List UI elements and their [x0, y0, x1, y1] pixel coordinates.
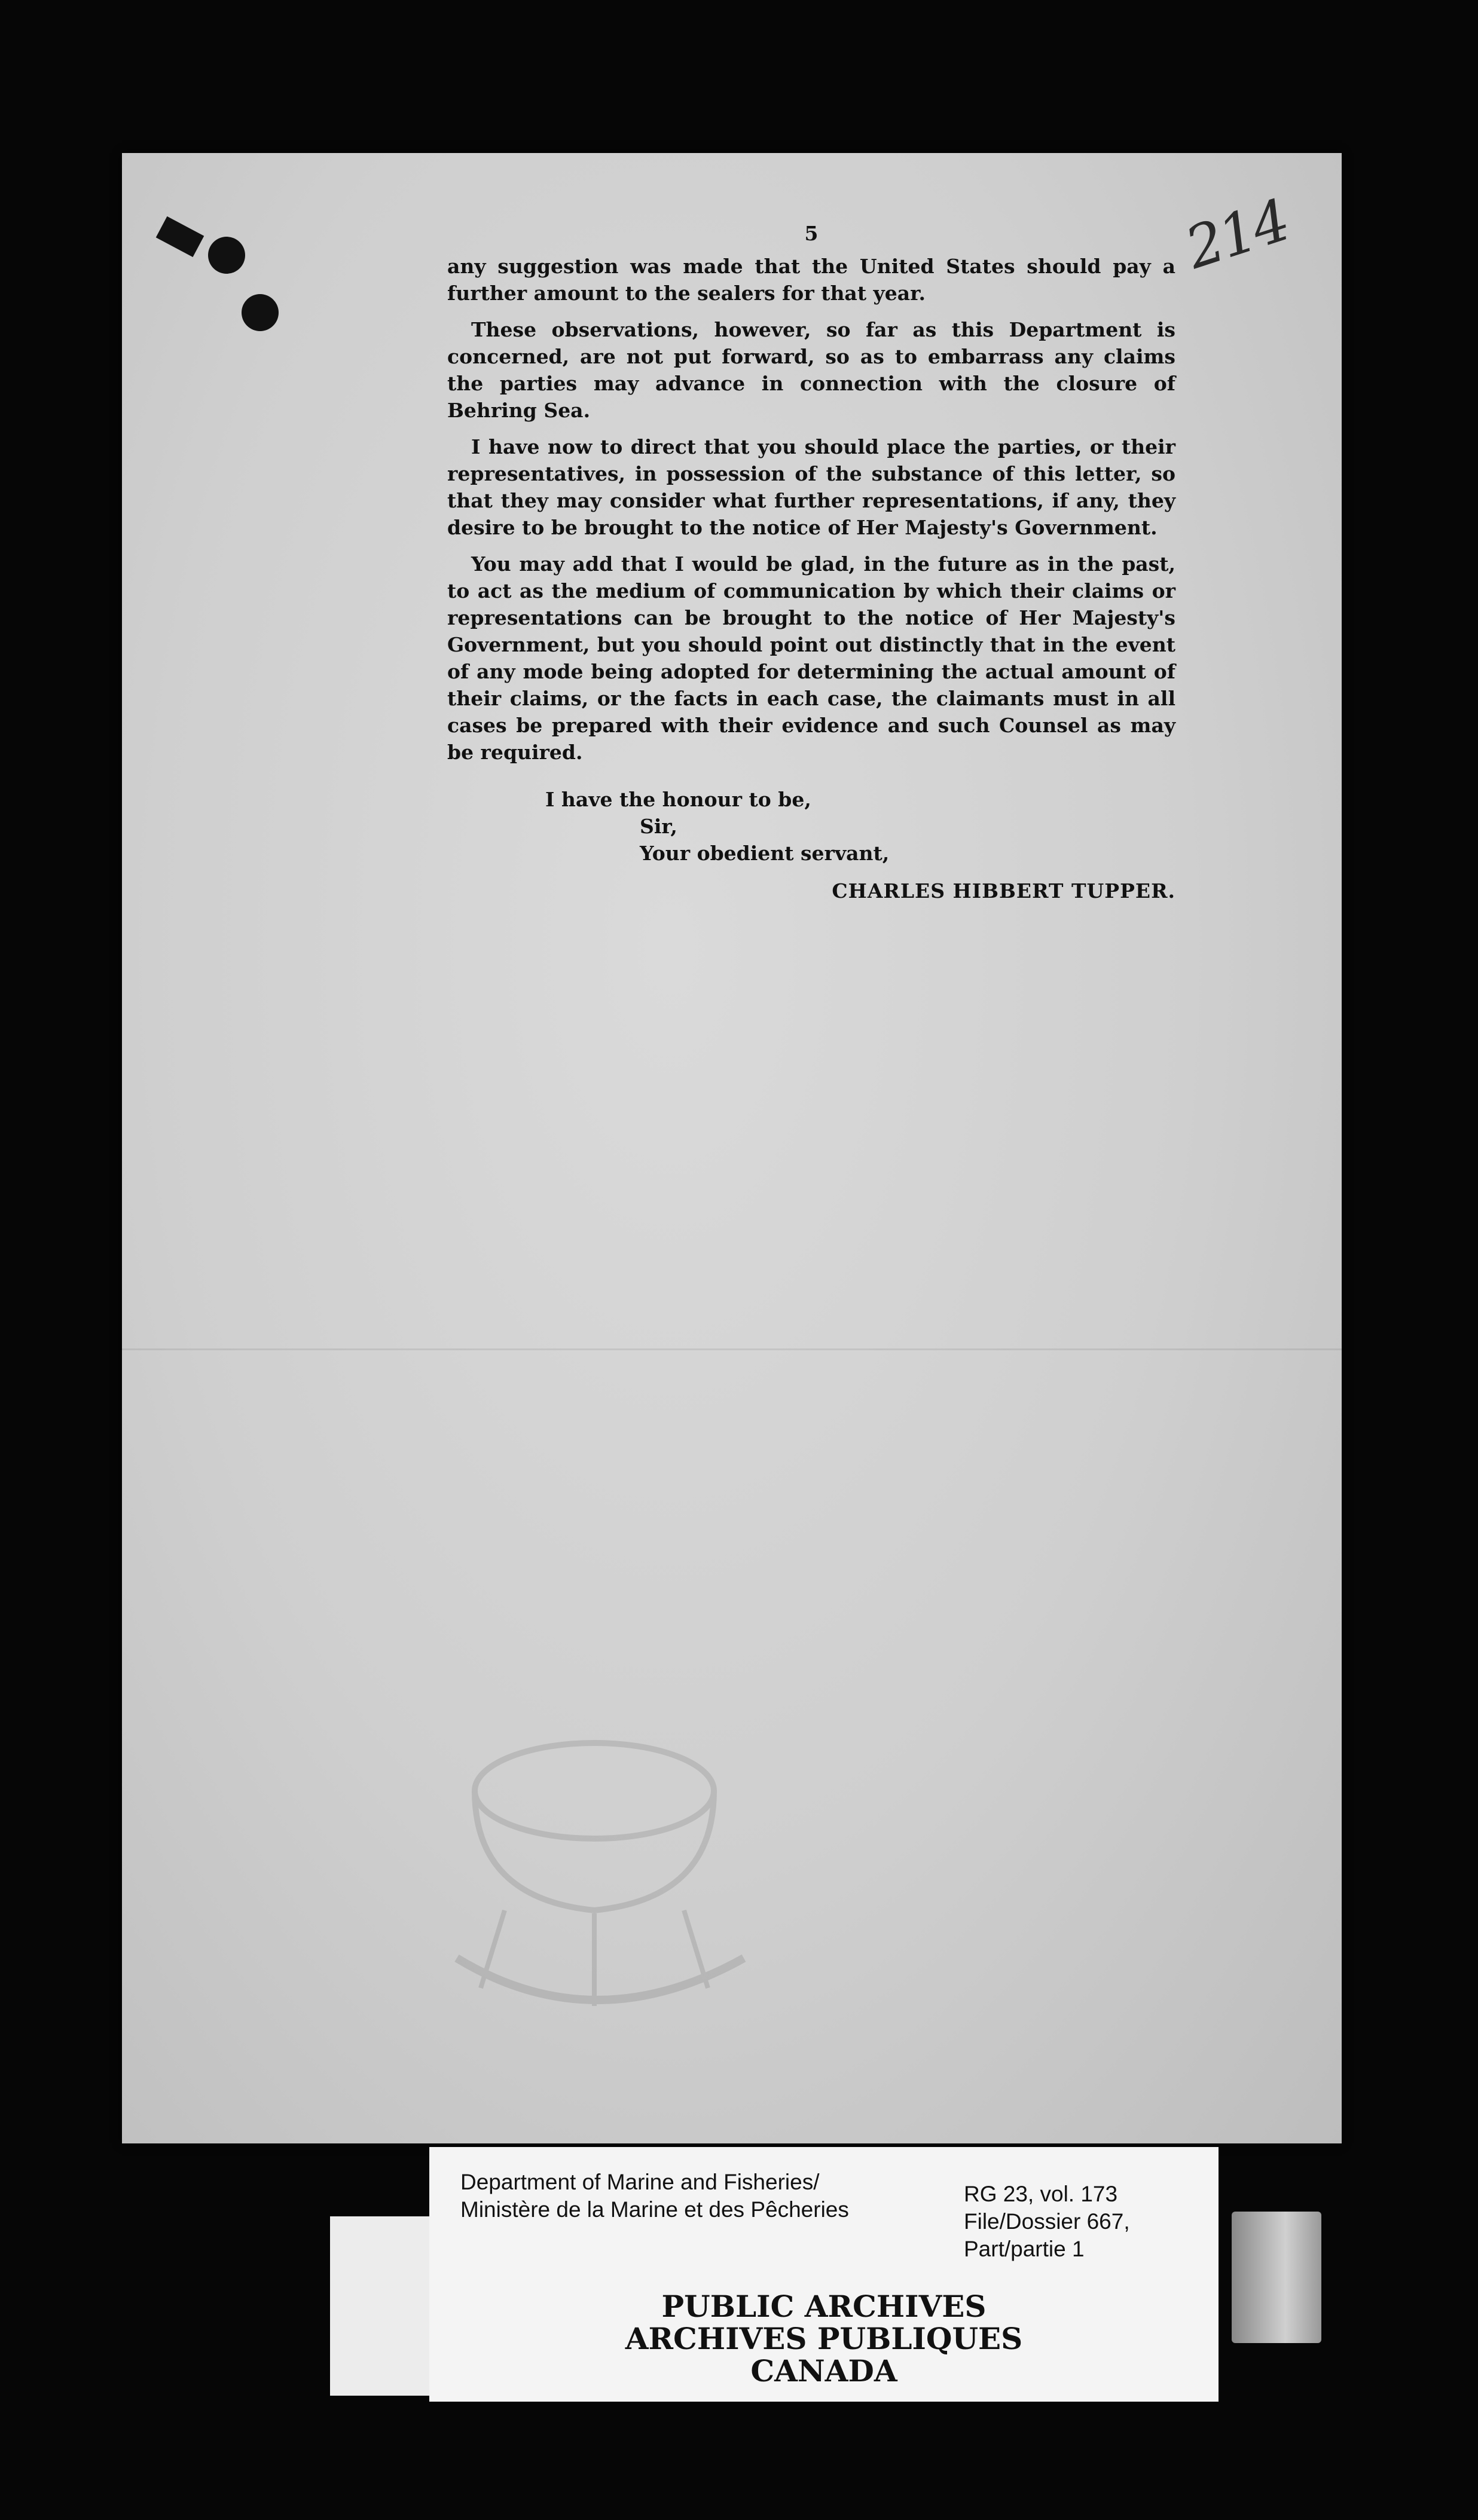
paragraph: These observations, however, so far as this Department is concerned, are not put forward, so as to embarrass any claims the parties may advance in connection with the closure of Behring Sea. — [447, 318, 1175, 422]
archives-stamp — [429, 2290, 1219, 2387]
handwritten-folio-number: 214 — [1177, 186, 1296, 282]
paragraph: any suggestion was made that the United States should pay a further amount to the sealers for that year. — [447, 255, 1175, 305]
closing-block — [447, 786, 1175, 867]
faint-seal-watermark — [385, 1707, 804, 2030]
signature: CHARLES HIBBERT TUPPER. — [832, 879, 1175, 903]
file-number: File/Dossier 667, — [964, 2209, 1130, 2234]
archive-reference — [964, 2180, 1130, 2263]
archives-name-fr: ARCHIVES PUBLIQUES — [625, 2321, 1023, 2356]
closing-line: Sir, — [640, 815, 677, 838]
closing-line: Your obedient servant, — [640, 842, 890, 865]
paragraph: You may add that I would be glad, in the future as in the past, to act as the medium of communication by which their claims or representations can be brought to the notice of Her Majesty's Government, but you should point out distinctly that in the event of any mode being adopted for determining the actual amount of their claims, or the facts in each case, the claimants must in all cases be prepared with their evidence and such Counsel as may be required. — [447, 552, 1175, 764]
page-number: 5 — [804, 222, 819, 245]
punch-hole — [208, 237, 245, 274]
part-number: Part/partie 1 — [964, 2237, 1085, 2261]
archives-name-en: PUBLIC ARCHIVES — [661, 2289, 987, 2324]
archive-label — [429, 2147, 1219, 2402]
department-name-en: Department of Marine and Fisheries/ — [460, 2170, 820, 2194]
staple-mark — [156, 216, 204, 257]
archives-country: CANADA — [750, 2353, 897, 2389]
department-name-fr: Ministère de la Marine et des Pêcheries — [460, 2197, 849, 2222]
paragraph: I have now to direct that you should place the parties, or their representatives, in possession of the substance of this letter, so that they may consider what further representations, if any, they desire to be brought to the notice of Her Majesty's Government. — [447, 435, 1175, 539]
letter-body — [447, 220, 1175, 904]
film-clip — [1232, 2212, 1321, 2343]
fold-line — [122, 1348, 1342, 1350]
punch-hole — [242, 294, 279, 331]
label-tab — [330, 2216, 438, 2396]
department-name — [460, 2169, 849, 2224]
closing-line: I have the honour to be, — [545, 788, 811, 811]
record-group: RG 23, vol. 173 — [964, 2182, 1118, 2206]
